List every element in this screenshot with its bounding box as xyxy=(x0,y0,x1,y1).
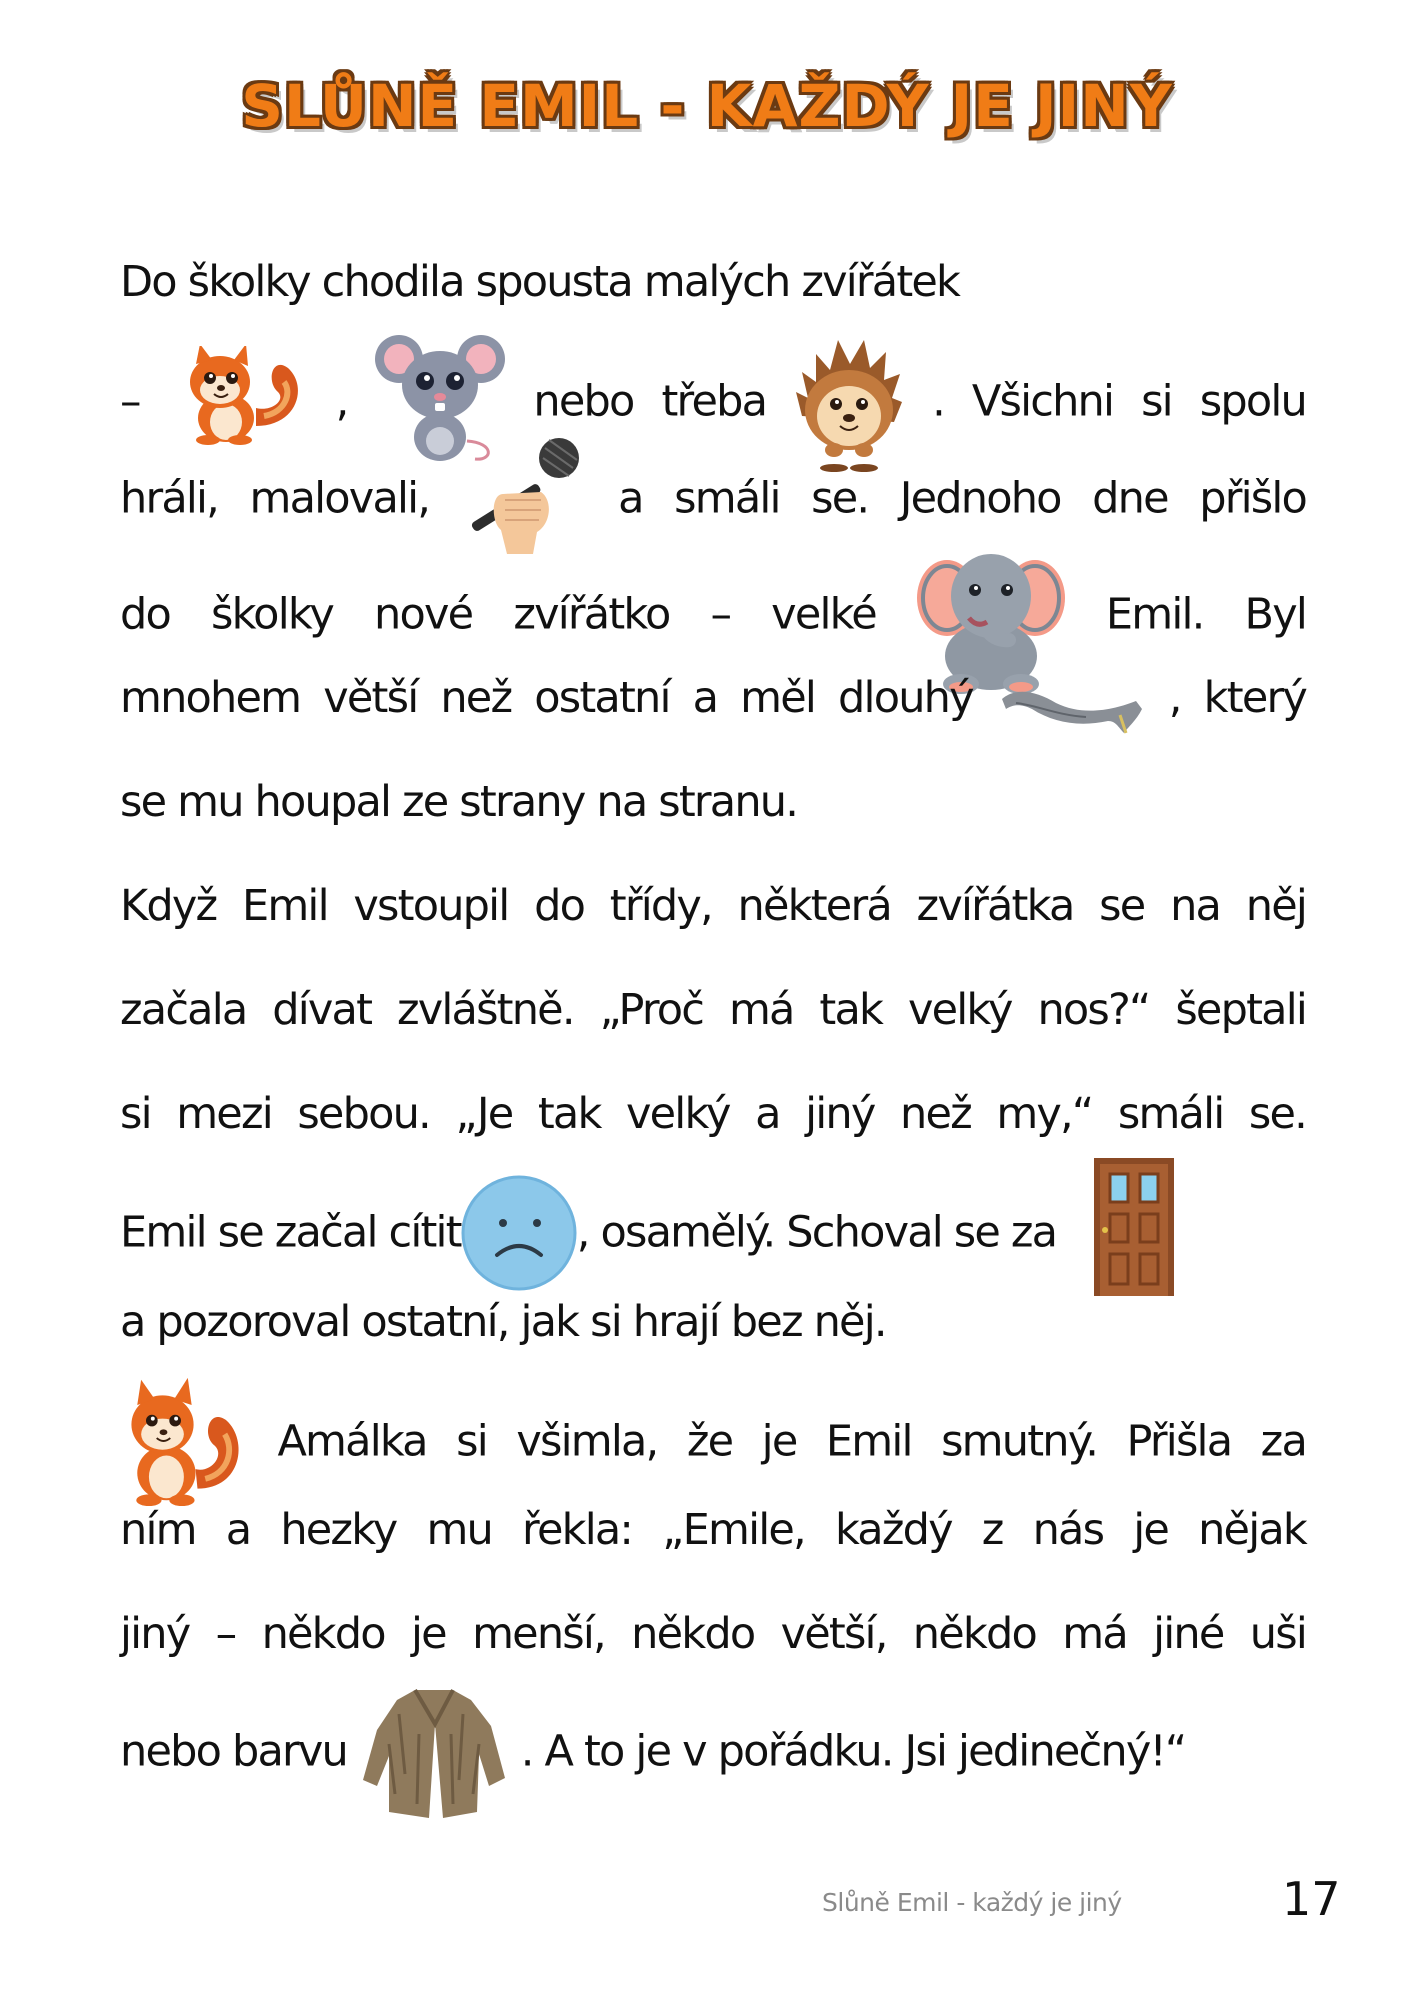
trunk-icon xyxy=(996,675,1146,735)
text-segment: nebo barvu xyxy=(120,1726,348,1777)
story-line: jiný – někdo je menší, někdo větší, někdo má jiné uši xyxy=(120,1609,1306,1659)
story-line xyxy=(120,1686,1306,1790)
text-segment: Emil. Byl xyxy=(1105,589,1307,640)
comma-text: , xyxy=(335,376,348,427)
text-segment: hráli, malovali, xyxy=(120,473,430,524)
story-line: začala dívat zvláštně. „Proč má tak velký nos?“ šeptali xyxy=(120,985,1306,1035)
story-line: se mu houpal ze strany na stranu. xyxy=(120,777,798,827)
text-segment: . A to je v pořádku. Jsi jedinečný!“ xyxy=(520,1726,1186,1777)
text-segment: . Všichni si spolu xyxy=(932,376,1306,427)
footer-book-title: Slůně Emil - každý je jiný xyxy=(822,1888,1122,1917)
text-segment: , který xyxy=(1168,673,1307,723)
story-line: ním a hezky mu řekla: „Emile, každý z nás je nějak xyxy=(120,1505,1306,1555)
page-number: 17 xyxy=(1282,1872,1341,1926)
story-line: si mezi sebou. „Je tak velký a jiný než my,“ smáli se. xyxy=(120,1089,1306,1139)
text-segment: mnohem větší než ostatní a měl dlouhý xyxy=(120,673,973,723)
story-line xyxy=(120,1374,1306,1478)
story-line: a pozoroval ostatní, jak si hrají bez něj. xyxy=(120,1297,886,1347)
story-line xyxy=(120,542,1306,646)
text-segment: , osamělý. Schoval se za xyxy=(576,1207,1057,1258)
dash-text: – xyxy=(120,376,140,427)
story-line xyxy=(120,1166,1306,1270)
story-line xyxy=(120,334,1306,438)
text-segment: nebo třeba xyxy=(533,376,767,427)
squirrel-icon xyxy=(168,346,308,446)
text-segment: Amálka si všimla, že je Emil smutný. Přišla za xyxy=(277,1416,1306,1467)
page-title: SLŮNĚ EMIL - KAŽDÝ JE JINÝ xyxy=(241,72,1173,140)
story-line: Když Emil vstoupil do třídy, některá zvířátka se na něj xyxy=(120,881,1306,931)
text-segment: Emil se začal cítit xyxy=(120,1207,461,1258)
story-line xyxy=(120,438,1306,542)
story-line: Do školky chodila spousta malých zvířátek xyxy=(120,257,960,307)
text-segment: do školky nové zvířátko – velké xyxy=(120,589,876,640)
fur-coat-icon xyxy=(359,1684,509,1820)
text-segment: a smáli se. Jednoho dne přišlo xyxy=(618,473,1306,524)
story-line xyxy=(120,646,1306,750)
